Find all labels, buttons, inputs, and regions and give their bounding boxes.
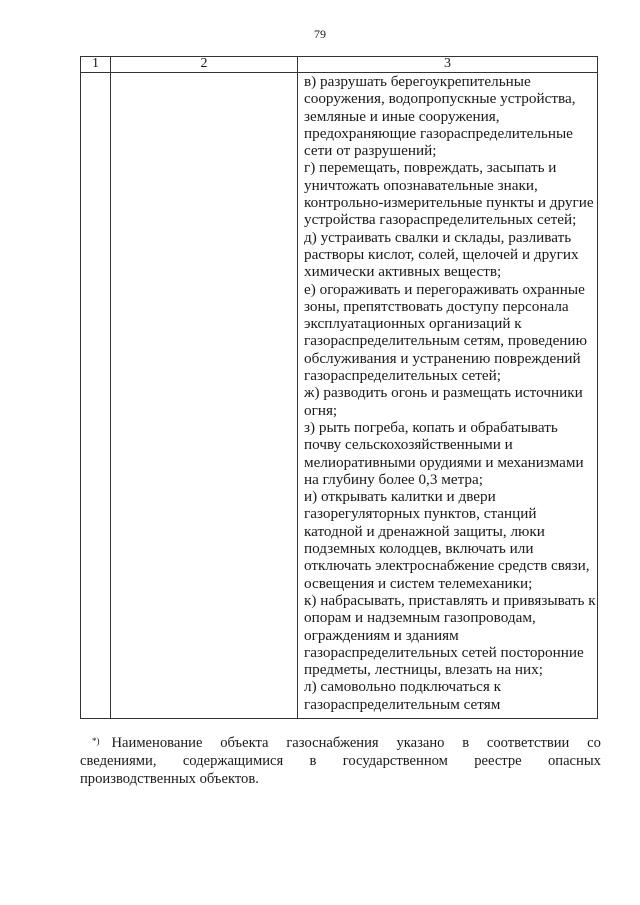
text-line: обслуживания и устранению повреждений <box>304 349 581 367</box>
text-line: ж) разводить огонь и размещать источники <box>304 384 583 402</box>
text-line: химически активных веществ; <box>304 263 502 281</box>
footnote-word: газоснабжения <box>286 735 379 751</box>
text-line: газораспределительным сетям, проведению <box>304 332 587 350</box>
footnote-word: сведениями, <box>80 753 157 769</box>
text-line: д) устраивать свалки и склады, разливать <box>304 228 572 246</box>
text-line: ограждениям и зданиям <box>304 626 459 644</box>
text-line: почву сельскохозяйственными и <box>304 436 513 454</box>
cell-col-2 <box>111 73 298 719</box>
text-line: газораспределительных сетей; <box>304 367 501 385</box>
footnote-word: объекта <box>220 735 269 751</box>
footnote-word: содержащимися <box>182 753 284 769</box>
text-line: и) открывать калитки и двери <box>304 488 496 506</box>
page-number: 79 <box>314 27 326 41</box>
text-line: предохраняющие газораспределительные <box>304 124 573 142</box>
text-line: зоны, препятствовать доступу персонала <box>304 297 569 315</box>
footnote-line-1 <box>80 734 601 752</box>
text-line: к) набрасывать, приставлять и привязывать к <box>304 591 596 609</box>
column-header-1: 1 <box>81 57 111 73</box>
cell-col-3 <box>298 73 598 719</box>
text-line: контрольно-измерительные пункты и другие <box>304 194 594 212</box>
text-line: газораспределительных сетей посторонние <box>304 643 584 661</box>
text-line: сети от разрушений; <box>304 142 437 160</box>
text-line: л) самовольно подключаться к <box>304 678 501 696</box>
text-line: на глубину более 0,3 метра; <box>304 470 483 488</box>
text-line: опорам и надземным газопроводам, <box>304 609 536 627</box>
text-line: подземных колодцев, включать или <box>304 540 534 558</box>
footnote-line-2 <box>80 752 601 770</box>
text-line: земляные и иные сооружения, <box>304 107 500 125</box>
footnote-word: государственном <box>342 753 448 769</box>
footnote-line-3: производственных объектов. <box>80 771 259 787</box>
text-line: отключать электроснабжение средств связи, <box>304 557 590 575</box>
footnote-marker: *) <box>92 736 100 746</box>
text-line: устройства газораспределительных сетей; <box>304 211 577 229</box>
table-header-row <box>81 57 598 73</box>
footnote-word: в <box>462 735 470 751</box>
cell-col-1 <box>81 73 111 719</box>
text-line: предметы, лестницы, влезать на них; <box>304 661 543 679</box>
text-line: растворы кислот, солей, щелочей и других <box>304 245 579 263</box>
footnote-word: *) Наименование <box>92 735 203 751</box>
table-row <box>81 73 598 719</box>
text-line: сооружения, водопропускные устройства, <box>304 90 576 108</box>
footnote-word: со <box>587 735 601 751</box>
text-line: освещения и систем телемеханики; <box>304 574 533 592</box>
text-line: огня; <box>304 401 338 419</box>
footnote-word: реестре <box>474 753 522 769</box>
text-line: е) огораживать и перегораживать охранные <box>304 280 585 298</box>
text-line: газораспределительным сетям <box>304 695 501 713</box>
text-line: газорегуляторных пунктов, станций <box>304 505 537 523</box>
footnote <box>80 734 601 788</box>
text-line: г) перемещать, повреждать, засыпать и <box>304 159 557 177</box>
footnote-word: соответствии <box>486 735 570 751</box>
column-header-2: 2 <box>111 57 298 73</box>
text-line: в) разрушать берегоукрепительные <box>304 73 531 90</box>
requirements-table <box>80 56 598 719</box>
footnote-word: в <box>309 753 317 769</box>
column-header-3: 3 <box>298 57 598 73</box>
text-line: з) рыть погреба, копать и обрабатывать <box>304 418 558 436</box>
text-line: уничтожать опознавательные знаки, <box>304 176 538 194</box>
text-line: эксплуатационных организаций к <box>304 315 522 333</box>
text-line: катодной и дренажной защиты, люки <box>304 522 545 540</box>
footnote-word: указано <box>396 735 445 751</box>
text-line: мелиоративными орудиями и механизмами <box>304 453 584 471</box>
footnote-word: опасных <box>547 753 601 769</box>
